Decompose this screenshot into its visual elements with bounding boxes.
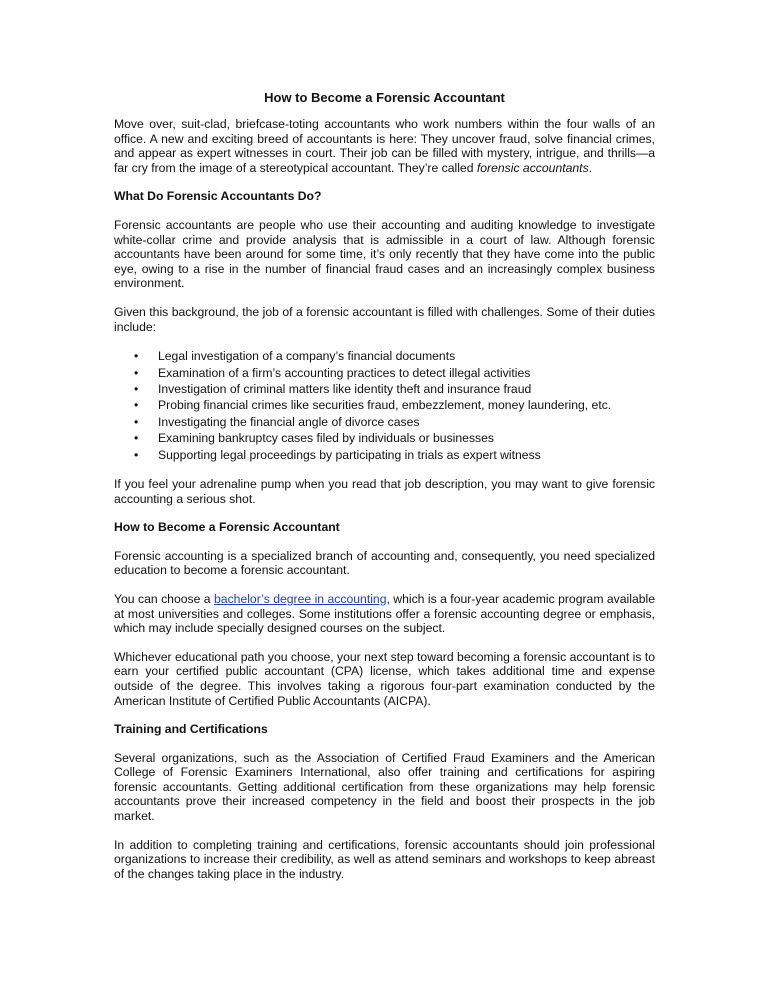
paragraph-cpa: Whichever educational path you choose, your next step toward becoming a forensic accountant is to earn your certified public accountant (CPA) license, which takes additional time and expense outside of the degree. This involves taking a rigorous four-part examination conducted by the American Institute of Certified Public Accountants (AICPA). bbox=[114, 649, 655, 708]
list-item-text: Investigating the financial angle of divorce cases bbox=[158, 414, 420, 429]
section-heading-training: Training and Certifications bbox=[114, 722, 268, 737]
intro-text: Move over, suit-clad, briefcase-toting accountants who work numbers within the four walls of an office. A new and exciting breed of accountants is here: They uncover fraud, solve financial crimes, and appear as expert witnesses in court. Their job can be filled with mystery, intrigue, and thrills—a far cry from the image of a stereotypical accountant. They’re called bbox=[114, 117, 655, 175]
bachelors-degree-link[interactable]: bachelor’s degree in accounting bbox=[214, 591, 387, 606]
bullet-icon: • bbox=[134, 398, 139, 413]
list-item bbox=[114, 414, 655, 430]
document-title: How to Become a Forensic Accountant bbox=[264, 90, 505, 105]
list-item-text: Legal investigation of a company’s financial documents bbox=[158, 349, 456, 364]
degree-text-after: , which is a four-year academic program available at most universities and colleges. Some institutions offer a forensic accounting degree or emphasis, which may include specially designed courses on the subject. bbox=[114, 591, 656, 636]
paragraph-adrenaline: If you feel your adrenaline pump when you read that job description, you may want to give forensic accounting a serious shot. bbox=[114, 476, 655, 506]
paragraph-specialized: Forensic accounting is a specialized branch of accounting and, consequently, you need specialized education to become a forensic accountant. bbox=[114, 548, 655, 578]
list-item bbox=[114, 381, 655, 397]
bullet-icon: • bbox=[134, 381, 139, 396]
list-item-text: Investigation of criminal matters like identity theft and insurance fraud bbox=[158, 381, 532, 396]
intro-emphasis: forensic accountants bbox=[476, 160, 589, 175]
intro-paragraph bbox=[114, 117, 655, 175]
intro-end: . bbox=[588, 160, 593, 175]
list-item-text: Examination of a firm’s accounting practices to detect illegal activities bbox=[158, 365, 531, 380]
paragraph-organizations: Several organizations, such as the Association of Certified Fraud Examiners and the American College of Forensic Examiners International, also offer training and certifications for aspiring forensic accountants. Getting additional certification from these organizations may help forensic accountants prove their increased competency in the field and boost their prospects in the job market. bbox=[114, 750, 655, 824]
degree-text-before: You can choose a bbox=[114, 591, 215, 606]
list-item-text: Supporting legal proceedings by participating in trials as expert witness bbox=[158, 447, 541, 462]
list-item bbox=[114, 447, 655, 463]
list-item bbox=[114, 365, 655, 381]
list-item-text: Probing financial crimes like securities fraud, embezzlement, money laundering, etc. bbox=[158, 398, 612, 413]
bullet-icon: • bbox=[134, 365, 139, 380]
list-item bbox=[114, 430, 655, 446]
document-page bbox=[114, 90, 655, 895]
section-heading-how-to-become: How to Become a Forensic Accountant bbox=[114, 520, 340, 535]
list-item-text: Examining bankruptcy cases filed by individuals or businesses bbox=[158, 431, 495, 446]
section-heading-what-do: What Do Forensic Accountants Do? bbox=[114, 189, 322, 204]
list-item bbox=[114, 348, 655, 364]
paragraph-professional: In addition to completing training and certifications, forensic accountants should join professional organizations to increase their credibility, as well as attend seminars and workshops to keep abreast of the changes taking place in the industry. bbox=[114, 837, 655, 881]
bullet-icon: • bbox=[134, 431, 139, 446]
list-item bbox=[114, 397, 655, 413]
bullet-icon: • bbox=[134, 447, 139, 462]
bullet-icon: • bbox=[134, 414, 139, 429]
paragraph-definition: Forensic accountants are people who use their accounting and auditing knowledge to investigate white-collar crime and provide analysis that is admissible in a court of law. Although forensic accountants have been around for some time, it’s only recently that they have come into the public eye, owing to a rise in the number of financial fraud cases and an increasingly complex business environment. bbox=[114, 217, 655, 291]
paragraph-duties-intro: Given this background, the job of a forensic accountant is filled with challenges. Some of their duties include: bbox=[114, 304, 655, 334]
paragraph-degree bbox=[114, 592, 655, 636]
bullet-icon: • bbox=[134, 349, 139, 364]
duties-list bbox=[114, 348, 655, 463]
